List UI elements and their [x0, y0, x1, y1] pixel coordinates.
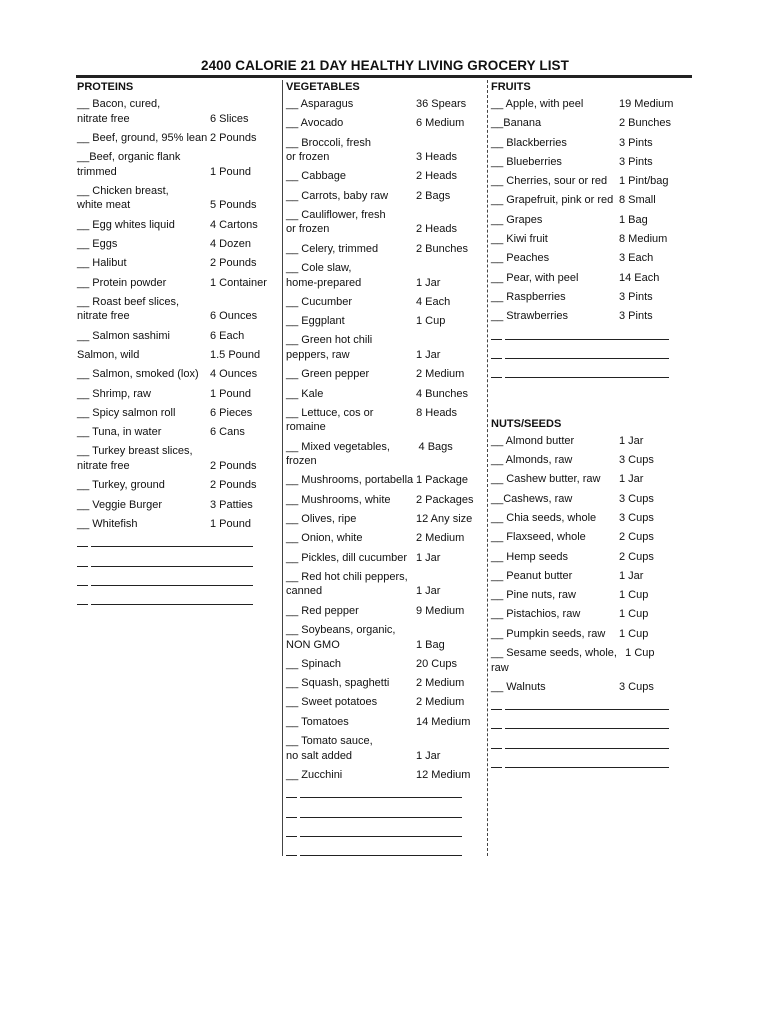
item-quantity: 6 Medium	[416, 117, 465, 130]
item-quantity: 3 Patties	[210, 498, 253, 511]
list-item	[491, 530, 691, 545]
item-quantity: 4 Dozen	[210, 237, 251, 250]
fruits-header: FRUITS	[491, 81, 531, 93]
item-quantity: 3 Cups	[619, 511, 654, 524]
check-blank	[491, 767, 502, 768]
list-item	[491, 174, 691, 189]
list-item	[491, 116, 691, 131]
item-name: __ Veggie Burger	[77, 498, 163, 511]
list-item	[77, 387, 280, 402]
item-name: __ Protein powder	[77, 276, 167, 289]
item-name: __ Sweet potatoes	[286, 696, 378, 709]
page-title: 2400 CALORIE 21 DAY HEALTHY LIVING GROCERY LIST	[200, 58, 570, 73]
item-quantity: 3 Pints	[619, 290, 653, 303]
item-quantity: 1 Pint/bag	[619, 175, 669, 188]
item-name: __ Cabbage	[286, 170, 346, 183]
item-name: __ Red pepper	[286, 604, 359, 617]
item-name: __ Pine nuts, raw	[491, 589, 576, 602]
list-item	[491, 511, 691, 526]
item-quantity: 2 Bags	[416, 189, 451, 202]
item-quantity: 3 Cups	[619, 454, 654, 467]
item-name: __ Green hot chili peppers, raw	[286, 334, 373, 361]
list-item	[491, 492, 691, 507]
item-name: __ Squash, spaghetti	[286, 677, 390, 690]
list-item	[286, 604, 484, 619]
check-blank	[286, 817, 297, 818]
fruits-column	[491, 80, 691, 777]
item-name: __ Cucumber	[286, 295, 353, 308]
write-in-blank	[91, 566, 253, 567]
check-blank	[491, 339, 502, 340]
item-quantity: 1 Jar	[416, 348, 441, 361]
item-quantity: 1 Jar	[416, 749, 441, 762]
item-quantity: 1 Cup	[619, 589, 649, 602]
item-name: __ Salmon, smoked (lox)	[77, 368, 199, 381]
list-item	[491, 646, 691, 675]
item-name: __ Pear, with peel	[491, 271, 579, 284]
item-name: __ Spicy salmon roll	[77, 406, 176, 419]
item-name: __ Grapefruit, pink or red	[491, 194, 614, 207]
item-quantity: 2 Pounds	[210, 257, 257, 270]
list-item	[286, 676, 484, 691]
list-item	[77, 367, 280, 382]
item-name: __ Onion, white	[286, 532, 363, 545]
item-quantity: 1 Pound	[210, 165, 251, 178]
list-item	[77, 295, 280, 324]
blank-entry-line	[491, 699, 691, 718]
item-quantity: 19 Medium	[619, 98, 674, 110]
list-item	[77, 425, 280, 440]
item-name: __ Strawberries	[491, 310, 569, 323]
item-name: __ Peaches	[491, 252, 550, 265]
item-quantity: 2 Cups	[619, 550, 654, 563]
write-in-blank	[300, 817, 462, 818]
item-quantity: 3 Cups	[619, 492, 654, 505]
item-quantity: 1 Pound	[210, 387, 251, 400]
list-item	[77, 218, 280, 233]
blank-entry-line	[77, 536, 280, 555]
item-name: __ Walnuts	[491, 680, 546, 693]
item-quantity: 3 Pints	[619, 155, 653, 168]
write-in-blank	[91, 604, 253, 605]
item-quantity: 2 Heads	[416, 170, 457, 183]
list-item	[286, 189, 484, 204]
item-quantity: 8 Medium	[619, 233, 668, 246]
item-quantity: 1 Cup	[619, 608, 649, 621]
item-name: __ Peanut butter	[491, 569, 573, 582]
item-name: __ Olives, ripe	[286, 513, 357, 526]
list-item	[491, 136, 691, 151]
item-quantity: 4 Cartons	[210, 218, 258, 231]
list-item	[286, 314, 484, 329]
list-item	[286, 623, 484, 652]
blank-entry-line	[77, 594, 280, 613]
list-item	[286, 295, 484, 310]
check-blank	[286, 797, 297, 798]
list-item	[286, 551, 484, 566]
item-quantity: 2 Pounds	[210, 459, 257, 472]
item-name: __ Cherries, sour or red	[491, 175, 608, 188]
item-name: __ Mushrooms, portabella	[286, 474, 414, 487]
item-quantity: 3 Pints	[619, 310, 653, 323]
item-name: __ Turkey breast slices, nitrate free	[77, 445, 193, 472]
blank-entry-line	[286, 845, 484, 864]
item-name: Salmon, wild	[77, 348, 140, 361]
item-quantity: 1 Package	[416, 474, 468, 487]
fruits-list	[491, 97, 691, 387]
item-name: __ Apple, with peel	[491, 98, 584, 110]
item-name: __ Zucchini	[286, 768, 343, 781]
list-item	[286, 367, 484, 382]
list-item	[491, 155, 691, 170]
item-name: __ Broccoli, fresh or frozen	[286, 136, 371, 164]
vegetables-list	[286, 97, 484, 865]
item-name: __Banana	[491, 117, 542, 130]
list-item	[491, 607, 691, 622]
blank-entry-line	[286, 807, 484, 826]
list-item	[491, 680, 691, 695]
item-quantity: 20 Cups	[416, 657, 457, 670]
item-quantity: 14 Each	[619, 271, 660, 284]
section-gap	[491, 387, 691, 417]
item-quantity: 6 Ounces	[210, 310, 258, 323]
item-quantity: 6 Each	[210, 329, 245, 342]
item-quantity: 2 Pounds	[210, 131, 257, 144]
item-name: __ Eggplant	[286, 315, 345, 328]
item-quantity: 3 Cups	[619, 680, 654, 693]
list-item	[491, 309, 691, 324]
item-name: __ Eggs	[77, 237, 118, 250]
item-name: __ Kale	[286, 387, 324, 400]
check-blank	[77, 546, 88, 547]
write-in-blank	[505, 767, 669, 768]
item-name: __Cashews, raw	[491, 492, 573, 505]
item-name: __ Carrots, baby raw	[286, 189, 389, 202]
check-blank	[491, 748, 502, 749]
list-item	[77, 444, 280, 473]
write-in-blank	[505, 377, 669, 378]
list-item	[77, 131, 280, 146]
item-quantity: 1 Bag	[416, 638, 445, 651]
item-quantity: 1 Jar	[619, 434, 644, 447]
blank-entry-line	[491, 757, 691, 776]
item-name: __ Pickles, dill cucumber	[286, 551, 408, 564]
item-name: __ Blueberries	[491, 155, 562, 168]
item-name: __ Egg whites liquid	[77, 218, 175, 231]
blank-entry-line	[491, 367, 691, 386]
item-quantity: 4 Each	[416, 295, 451, 308]
item-quantity: 2 Medium	[416, 532, 465, 545]
list-item	[286, 512, 484, 527]
check-blank	[286, 855, 297, 856]
item-name: __ Tomato sauce, no salt added	[286, 735, 373, 762]
item-quantity: 1 Jar	[416, 585, 441, 598]
list-item	[286, 570, 484, 599]
item-name: __ Mushrooms, white	[286, 493, 391, 506]
item-name: __ Soybeans, organic, NON GMO	[286, 624, 396, 651]
list-item	[77, 406, 280, 421]
item-quantity: 3 Heads	[416, 151, 457, 164]
list-item	[286, 406, 484, 435]
list-item	[286, 531, 484, 546]
list-item	[286, 261, 484, 290]
write-in-blank	[505, 339, 669, 340]
list-item	[77, 150, 280, 179]
item-quantity: 6 Pieces	[210, 406, 253, 419]
list-item	[491, 271, 691, 286]
check-blank	[77, 585, 88, 586]
item-quantity: 1 Cup	[625, 647, 655, 659]
item-name: __ Tomatoes	[286, 715, 349, 728]
item-name: __ Grapes	[491, 213, 543, 226]
item-quantity: 3 Pints	[619, 136, 653, 149]
item-name: __ Bacon, cured, nitrate free	[77, 98, 161, 125]
list-item	[286, 387, 484, 402]
list-item	[491, 251, 691, 266]
list-item	[286, 493, 484, 508]
list-item	[286, 657, 484, 672]
blank-entry-line	[77, 575, 280, 594]
blank-entry-line	[286, 826, 484, 845]
item-quantity: 9 Medium	[416, 604, 465, 617]
item-quantity: 4 Ounces	[210, 368, 258, 381]
blank-entry-line	[77, 556, 280, 575]
item-name: __Beef, organic flank trimmed	[77, 151, 181, 178]
item-quantity: 1 Jar	[619, 473, 644, 486]
title-rule	[76, 75, 692, 78]
proteins-header: PROTEINS	[77, 81, 134, 93]
blank-entry-line	[286, 787, 484, 806]
item-name: __ Almond butter	[491, 434, 575, 447]
list-item	[286, 333, 484, 362]
list-item	[286, 116, 484, 131]
item-name: __ Pumpkin seeds, raw	[491, 627, 606, 640]
nuts-seeds-list	[491, 434, 691, 777]
item-name: __ Red hot chili peppers, canned	[286, 570, 408, 598]
write-in-blank	[505, 748, 669, 749]
list-item	[491, 588, 691, 603]
item-quantity: 12 Medium	[416, 768, 471, 781]
item-quantity: 4 Bags	[418, 440, 453, 453]
item-quantity: 8 Heads	[416, 406, 458, 419]
list-item	[77, 276, 280, 291]
item-quantity: 1 Jar	[619, 569, 644, 582]
item-name: __ Celery, trimmed	[286, 242, 379, 255]
item-name: __ Green pepper	[286, 368, 370, 381]
item-name: __ Sesame seeds, whole, raw	[491, 647, 617, 674]
item-quantity: 1.5 Pound	[210, 348, 261, 361]
item-quantity: 1 Cup	[416, 315, 446, 328]
list-item	[286, 734, 484, 763]
item-quantity: 12 Any size	[416, 513, 473, 526]
item-name: __ Blackberries	[491, 136, 567, 149]
item-name: __ Shrimp, raw	[77, 387, 151, 400]
check-blank	[491, 358, 502, 359]
item-quantity: 2 Medium	[416, 368, 465, 381]
item-quantity: 1 Pound	[210, 517, 251, 530]
list-item	[77, 184, 280, 213]
item-quantity: 2 Medium	[416, 677, 465, 690]
item-name: __ Halibut	[77, 257, 127, 270]
list-item	[77, 329, 280, 344]
item-name: __ Spinach	[286, 657, 342, 670]
list-item	[286, 473, 484, 488]
write-in-blank	[91, 546, 253, 547]
proteins-column	[77, 80, 280, 614]
item-quantity: 2 Bunches	[416, 242, 468, 255]
item-quantity: 14 Medium	[416, 715, 471, 728]
item-name: __ Chicken breast, white meat	[77, 184, 169, 212]
list-item	[286, 440, 484, 469]
list-item	[77, 517, 280, 532]
item-name: __ Cauliflower, fresh or frozen	[286, 208, 386, 236]
write-in-blank	[300, 797, 462, 798]
item-name: __ Tuna, in water	[77, 426, 162, 439]
item-name: __ Asparagus	[286, 98, 354, 110]
list-item	[77, 237, 280, 252]
list-item	[491, 627, 691, 642]
item-quantity: 36 Spears	[416, 98, 467, 110]
item-quantity: 6 Cans	[210, 426, 245, 439]
blank-entry-line	[491, 738, 691, 757]
item-name: __ Turkey, ground	[77, 479, 165, 492]
item-quantity: 1 Container	[210, 276, 267, 289]
item-quantity: 5 Pounds	[210, 199, 257, 212]
vegetables-column	[286, 80, 484, 865]
item-quantity: 2 Medium	[416, 696, 465, 709]
column-divider-right	[487, 80, 488, 856]
item-quantity: 1 Cup	[619, 627, 649, 640]
list-item	[77, 97, 280, 126]
list-item	[286, 768, 484, 783]
check-blank	[491, 709, 502, 710]
check-blank	[77, 566, 88, 567]
check-blank	[491, 728, 502, 729]
list-item	[286, 169, 484, 184]
blank-entry-line	[491, 718, 691, 737]
nuts-seeds-header: NUTS/SEEDS	[491, 417, 562, 430]
item-name: __ Almonds, raw	[491, 454, 573, 467]
proteins-list	[77, 97, 280, 614]
item-quantity: 2 Packages	[416, 493, 474, 506]
list-item	[491, 97, 691, 112]
item-quantity: 6 Slices	[210, 112, 249, 125]
list-item	[286, 242, 484, 257]
write-in-blank	[505, 358, 669, 359]
write-in-blank	[300, 836, 462, 837]
list-item	[77, 256, 280, 271]
item-quantity: 2 Cups	[619, 531, 654, 544]
vegetables-header: VEGETABLES	[286, 81, 360, 93]
list-item	[286, 695, 484, 710]
item-quantity: 1 Jar	[416, 276, 441, 289]
item-quantity: 1 Jar	[416, 551, 441, 564]
check-blank	[491, 377, 502, 378]
list-item	[286, 97, 484, 112]
item-quantity: 1 Bag	[619, 213, 648, 226]
item-name: __ Lettuce, cos or romaine	[286, 406, 374, 434]
list-item	[491, 434, 691, 449]
item-quantity: 4 Bunches	[416, 387, 468, 400]
list-item	[491, 472, 691, 487]
list-item	[491, 213, 691, 228]
item-name: __ Mixed vegetables, frozen	[286, 440, 390, 468]
item-name: __ Raspberries	[491, 290, 566, 303]
write-in-blank	[91, 585, 253, 586]
list-item	[77, 478, 280, 493]
item-name: __ Cole slaw, home-prepared	[286, 262, 362, 289]
list-item	[491, 550, 691, 565]
item-quantity: 3 Each	[619, 252, 654, 265]
item-name: __ Whitefish	[77, 517, 138, 530]
item-name: __ Pistachios, raw	[491, 608, 581, 621]
blank-entry-line	[491, 329, 691, 348]
item-name: __ Kiwi fruit	[491, 233, 548, 246]
check-blank	[286, 836, 297, 837]
check-blank	[77, 604, 88, 605]
list-item	[286, 208, 484, 237]
list-item	[491, 569, 691, 584]
blank-entry-line	[491, 348, 691, 367]
list-item	[491, 193, 691, 208]
item-quantity: 8 Small	[619, 194, 656, 207]
list-item	[491, 232, 691, 247]
item-name: __ Roast beef slices, nitrate free	[77, 295, 180, 323]
list-item	[286, 715, 484, 730]
item-quantity: 2 Heads	[416, 223, 457, 236]
list-item	[77, 348, 280, 363]
list-item	[286, 136, 484, 165]
item-name: __ Salmon sashimi	[77, 329, 170, 342]
list-item	[491, 453, 691, 468]
item-name: __ Hemp seeds	[491, 550, 569, 563]
item-name: __ Flaxseed, whole	[491, 531, 586, 544]
item-name: __ Cashew butter, raw	[491, 473, 601, 486]
column-divider-left	[282, 80, 283, 856]
write-in-blank	[505, 728, 669, 729]
list-item	[77, 498, 280, 513]
item-name: __ Avocado	[286, 117, 344, 130]
write-in-blank	[505, 709, 669, 710]
item-quantity: 2 Pounds	[210, 479, 257, 492]
item-quantity: 2 Bunches	[619, 117, 671, 130]
write-in-blank	[300, 855, 462, 856]
item-name: __ Beef, ground, 95% lean	[77, 131, 208, 144]
item-name: __ Chia seeds, whole	[491, 511, 597, 524]
list-item	[491, 290, 691, 305]
